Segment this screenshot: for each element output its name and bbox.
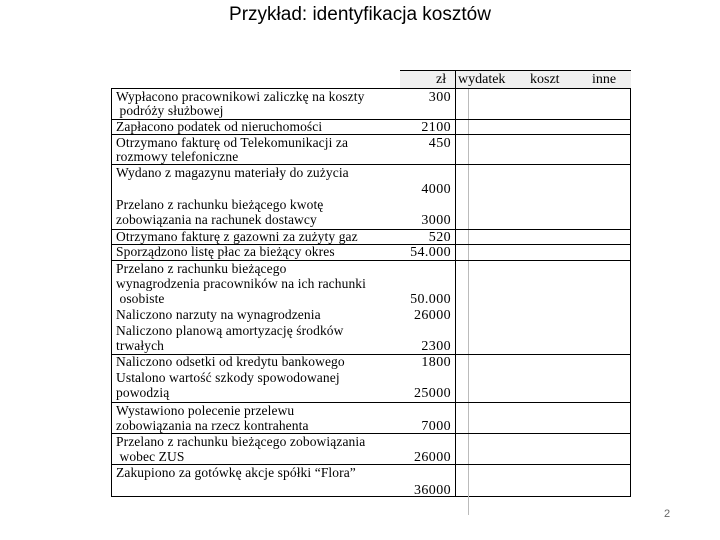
row-description-line: rozmowy telefoniczne bbox=[116, 149, 239, 164]
table-row bbox=[111, 88, 631, 119]
row-description-line: Zakupiono za gotówkę akcje spółki “Flora” bbox=[116, 465, 356, 480]
row-amount: 2100 bbox=[421, 120, 451, 135]
row-description-line: Wystawiono polecenie przelewu bbox=[116, 403, 295, 418]
table-row bbox=[111, 134, 631, 164]
row-description-line: wynagrodzenia pracowników na ich rachunki bbox=[116, 276, 367, 291]
row-description-line: podróży służbowej bbox=[116, 103, 224, 118]
row-description-line: zobowiązania na rachunek dostawcy bbox=[116, 212, 317, 227]
row-amount: 300 bbox=[428, 90, 451, 105]
table-row bbox=[111, 369, 631, 402]
table-row bbox=[111, 244, 631, 260]
table-row bbox=[111, 433, 631, 464]
row-description-line: Ustalono wartość szkody spowodowanej bbox=[116, 370, 340, 385]
column-header-cost: koszt bbox=[530, 72, 560, 87]
table-row bbox=[111, 164, 631, 196]
table-header bbox=[400, 70, 631, 88]
column-header-amount: zł bbox=[436, 72, 447, 87]
row-description-line: Przelano z rachunku bieżącego kwotę bbox=[116, 197, 324, 212]
row-amount: 26000 bbox=[414, 308, 451, 323]
table-row bbox=[111, 464, 631, 497]
table-row bbox=[111, 260, 631, 308]
row-description-line: Przelano z rachunku bieżącego bbox=[116, 261, 287, 276]
row-description-line: zobowiązania na rzecz kontrahenta bbox=[116, 418, 309, 433]
row-amount: 54.000 bbox=[410, 245, 451, 260]
row-description-line: Otrzymano fakturę z gazowni za zużyty gaz bbox=[116, 229, 358, 244]
row-description-line: Naliczono odsetki od kredytu bankowego bbox=[116, 354, 345, 369]
row-description-line: trwałych bbox=[116, 338, 165, 353]
row-description-line: Naliczono planową amortyzację środków bbox=[116, 323, 344, 338]
row-description-line: powodzią bbox=[116, 385, 170, 400]
row-description-line: Wydano z magazynu materiały do zużycia bbox=[116, 165, 349, 180]
row-description-line: Sporządzono listę płac za bieżący okres bbox=[116, 244, 335, 259]
row-description-line: Otrzymano fakturę od Telekomunikacji za bbox=[116, 135, 349, 150]
table-row bbox=[111, 119, 631, 134]
row-amount: 3000 bbox=[421, 213, 451, 228]
row-description-line: Naliczono narzuty na wynagrodzenia bbox=[116, 307, 321, 322]
row-amount: 2300 bbox=[421, 339, 451, 354]
row-amount: 7000 bbox=[421, 419, 451, 434]
table-row bbox=[111, 402, 631, 433]
table-row bbox=[111, 323, 631, 354]
row-description-line: wobec ZUS bbox=[116, 449, 185, 464]
row-amount: 36000 bbox=[414, 483, 451, 498]
row-amount: 450 bbox=[428, 136, 451, 151]
table-row bbox=[111, 196, 631, 229]
table-row bbox=[111, 308, 631, 323]
row-description-line: Zapłacono podatek od nieruchomości bbox=[116, 119, 323, 134]
row-amount: 1800 bbox=[421, 355, 451, 370]
row-amount: 4000 bbox=[421, 182, 451, 197]
table-row bbox=[111, 354, 631, 369]
column-header-expense: wydatek bbox=[458, 72, 506, 87]
row-description-line: Przelano z rachunku bieżącego zobowiązania bbox=[116, 434, 366, 449]
row-description-line: Wypłacono pracownikowi zaliczkę na koszty bbox=[116, 89, 365, 104]
row-amount: 25000 bbox=[414, 386, 451, 401]
row-amount: 50.000 bbox=[410, 292, 451, 307]
row-amount: 520 bbox=[428, 230, 451, 245]
slide-title: Przykład: identyfikacja kosztów bbox=[229, 4, 491, 25]
table-row bbox=[111, 229, 631, 244]
column-header-other: inne bbox=[592, 72, 617, 87]
row-amount: 26000 bbox=[414, 450, 451, 465]
page-number: 2 bbox=[664, 508, 671, 520]
row-description-line: osobiste bbox=[116, 291, 165, 306]
